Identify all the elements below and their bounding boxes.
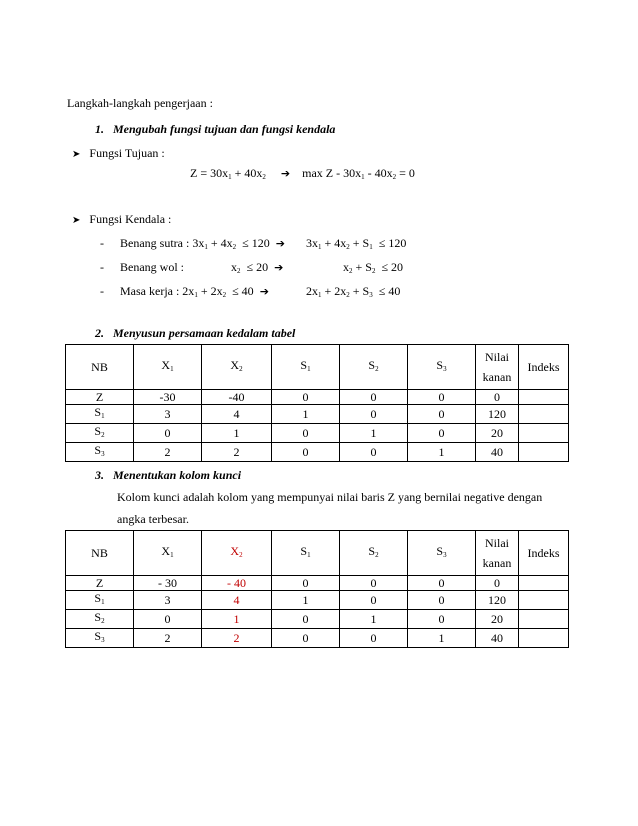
- cell-x2: 4: [202, 405, 272, 424]
- dash: -: [100, 236, 104, 250]
- header-nb: NB: [66, 531, 134, 576]
- cell-nilai-kanan: 0: [476, 576, 519, 591]
- cell-indeks: [519, 424, 569, 443]
- table-header-row: [66, 531, 569, 576]
- cell-nb: $S_1$: [66, 405, 134, 424]
- sub-2: 2: [346, 243, 350, 251]
- constraint-rel: ≤ 20: [246, 260, 269, 274]
- cell-x1: 3: [134, 405, 202, 424]
- header-s2: $S_2$: [340, 531, 408, 576]
- cell-x1: 0: [134, 610, 202, 629]
- sub-1: 1: [318, 291, 322, 299]
- cell-x1: 3: [134, 591, 202, 610]
- step3-desc-line1: Kolom kunci adalah kolom yang mempunyai nilai baris Z yang bernilai negative dengan: [117, 490, 543, 504]
- rhs-a: 3x: [306, 236, 318, 250]
- cell-s3: 0: [408, 591, 476, 610]
- header-x2-key-column: $X_2$: [202, 531, 272, 576]
- max-part-c: = 0: [396, 166, 415, 180]
- cell-s1: 0: [272, 443, 340, 462]
- intro-text: Langkah-langkah pengerjaan :: [67, 96, 213, 110]
- header-x1: $X_1$: [134, 345, 202, 390]
- table-header-row: [66, 345, 569, 390]
- header-s1: $S_1$: [272, 531, 340, 576]
- header-s1: $S_1$: [272, 345, 340, 390]
- cell-x1: 2: [134, 443, 202, 462]
- cell-s3: 0: [408, 610, 476, 629]
- table-row: [66, 424, 569, 443]
- rhs-c: + S: [349, 284, 370, 298]
- cell-nilai-kanan: 20: [476, 424, 519, 443]
- header-x2: $X_2$: [202, 345, 272, 390]
- constraint-wol-rhs: [343, 260, 403, 275]
- step1-number: 1.: [95, 122, 104, 136]
- table-row: [66, 629, 569, 648]
- max-part-b: - 40x: [364, 166, 393, 180]
- sub-1: 1: [361, 173, 365, 181]
- sub-2: 2: [349, 267, 353, 275]
- table-row: [66, 390, 569, 405]
- sub-3: 3: [369, 291, 373, 299]
- fungsi-tujuan-equation: [190, 166, 415, 181]
- cell-s3: 0: [408, 424, 476, 443]
- rhs-a: x: [343, 260, 349, 274]
- cell-nilai-kanan: 120: [476, 591, 519, 610]
- cell-x2: -40: [202, 390, 272, 405]
- right-arrow-icon: ➔: [275, 237, 285, 250]
- table-row: [66, 576, 569, 591]
- cell-nb: $S_1$: [66, 591, 134, 610]
- constraint-rel: ≤ 40: [232, 284, 254, 298]
- step2-heading: [95, 326, 295, 341]
- header-s3: $S_3$: [408, 345, 476, 390]
- step1-heading: [95, 122, 335, 137]
- rhs-c: ≤ 20: [381, 260, 404, 274]
- cell-nilai-kanan: 20: [476, 610, 519, 629]
- cell-x2: 1: [202, 424, 272, 443]
- cell-indeks: [519, 390, 569, 405]
- cell-s2: 0: [340, 576, 408, 591]
- constraint-name: Benang wol :: [120, 260, 184, 274]
- constraint-rel: ≤ 120: [242, 236, 270, 250]
- step2-number: 2.: [95, 326, 104, 340]
- cell-nb: Z: [66, 390, 134, 405]
- header-x1: $X_1$: [134, 531, 202, 576]
- rhs-c: + S: [349, 236, 370, 250]
- header-nilai-kanan: Nilai kanan: [476, 531, 519, 576]
- cell-s2: 0: [340, 405, 408, 424]
- cell-s2: 0: [340, 443, 408, 462]
- sub-1: 1: [194, 291, 198, 299]
- constraint-name: Masa kerja : 2x: [120, 284, 195, 298]
- cell-s1: 1: [272, 405, 340, 424]
- cell-s3: 0: [408, 390, 476, 405]
- bullet-arrow-icon: ➤: [72, 149, 81, 160]
- constraint-masa-rhs: [306, 284, 400, 299]
- step3-title: Menentukan kolom kunci: [113, 468, 242, 482]
- header-indeks: Indeks: [519, 531, 569, 576]
- rhs-b: + S: [352, 260, 372, 274]
- header-indeks: Indeks: [519, 345, 569, 390]
- constraint-mid: + 2x: [197, 284, 223, 298]
- cell-x2: 1: [202, 610, 272, 629]
- cell-nb: $S_2$: [66, 610, 134, 629]
- constraint-mid: + 4x: [207, 236, 233, 250]
- header-nilai-kanan: Nilai kanan: [476, 345, 519, 390]
- right-arrow-icon: ➔: [274, 261, 284, 274]
- constraint-name: Benang sutra : 3x: [120, 236, 205, 250]
- sub-2: 2: [371, 267, 376, 275]
- constraint-wol-name: [120, 260, 184, 275]
- eq-part-a: Z = 30x: [190, 166, 229, 180]
- rhs-d: ≤ 120: [378, 236, 407, 250]
- cell-s3: 1: [408, 629, 476, 648]
- cell-x1: 2: [134, 629, 202, 648]
- cell-nb: Z: [66, 576, 134, 591]
- step3-desc-line2: angka terbesar.: [117, 512, 189, 526]
- rhs-a: 2x: [306, 284, 318, 298]
- sub-1: 1: [228, 173, 232, 181]
- constraint-mid: x: [231, 260, 237, 274]
- header-s2: $S_2$: [340, 345, 408, 390]
- sub-2: 2: [237, 267, 241, 275]
- cell-s1: 0: [272, 629, 340, 648]
- step2-title: Menyusun persamaan kedalam tabel: [113, 326, 296, 340]
- cell-nb: $S_2$: [66, 424, 134, 443]
- dash: -: [100, 260, 104, 274]
- cell-x2: 2: [202, 443, 272, 462]
- cell-x2: - 40: [202, 576, 272, 591]
- cell-s2: 1: [340, 424, 408, 443]
- constraint-masa-lhs: [120, 284, 269, 299]
- cell-nilai-kanan: 120: [476, 405, 519, 424]
- cell-x2: 2: [202, 629, 272, 648]
- right-arrow-icon: ➔: [280, 167, 291, 180]
- sub-1: 1: [204, 243, 208, 251]
- cell-s2: 0: [340, 591, 408, 610]
- cell-s2: 1: [340, 610, 408, 629]
- cell-indeks: [519, 610, 569, 629]
- cell-nilai-kanan: 40: [476, 629, 519, 648]
- cell-nilai-kanan: 0: [476, 390, 519, 405]
- rhs-b: + 4x: [321, 236, 347, 250]
- header-s3: $S_3$: [408, 531, 476, 576]
- dash: -: [100, 284, 104, 298]
- cell-s1: 0: [272, 576, 340, 591]
- simplex-table-2: [65, 530, 569, 648]
- cell-s1: 0: [272, 610, 340, 629]
- cell-x2: 4: [202, 591, 272, 610]
- cell-s1: 1: [272, 591, 340, 610]
- constraint-wol-lhs: [231, 260, 283, 275]
- rhs-b: + 2x: [321, 284, 347, 298]
- cell-s2: 0: [340, 629, 408, 648]
- step3-heading: [95, 468, 241, 483]
- cell-indeks: [519, 576, 569, 591]
- cell-indeks: [519, 629, 569, 648]
- table-row: [66, 443, 569, 462]
- cell-s3: 0: [408, 576, 476, 591]
- constraint-row-sutra: [100, 236, 104, 251]
- sub-2: 2: [262, 173, 266, 181]
- sub-2: 2: [222, 291, 227, 299]
- constraint-sutra-lhs: [120, 236, 285, 251]
- sub-2: 2: [392, 173, 397, 181]
- header-nb: NB: [66, 345, 134, 390]
- cell-s1: 0: [272, 390, 340, 405]
- constraint-row-wol: [100, 260, 104, 275]
- cell-x1: 0: [134, 424, 202, 443]
- right-arrow-icon: ➔: [259, 285, 269, 298]
- max-part-a: max Z - 30x: [302, 166, 362, 180]
- cell-s2: 0: [340, 390, 408, 405]
- cell-s1: 0: [272, 424, 340, 443]
- table-row: [66, 591, 569, 610]
- cell-indeks: [519, 443, 569, 462]
- table-row: [66, 405, 569, 424]
- table-row: [66, 610, 569, 629]
- cell-x1: - 30: [134, 576, 202, 591]
- simplex-table-1: [65, 344, 569, 462]
- fungsi-tujuan-label: [72, 146, 165, 161]
- fungsi-kendala-label: [72, 212, 171, 227]
- sub-1: 1: [318, 243, 322, 251]
- cell-s3: 0: [408, 405, 476, 424]
- bullet-arrow-icon: ➤: [72, 215, 81, 226]
- cell-nilai-kanan: 40: [476, 443, 519, 462]
- step3-number: 3.: [95, 468, 104, 482]
- cell-s3: 1: [408, 443, 476, 462]
- rhs-d: ≤ 40: [378, 284, 401, 298]
- cell-indeks: [519, 591, 569, 610]
- constraint-row-masa: [100, 284, 104, 299]
- eq-part-b: + 40x: [231, 166, 263, 180]
- cell-indeks: [519, 405, 569, 424]
- fungsi-kendala-text: Fungsi Kendala :: [89, 212, 172, 226]
- sub-1: 1: [369, 243, 373, 251]
- cell-x1: -30: [134, 390, 202, 405]
- sub-2: 2: [232, 243, 237, 251]
- cell-nb: $S_3$: [66, 629, 134, 648]
- fungsi-tujuan-text: Fungsi Tujuan :: [89, 146, 165, 160]
- cell-nb: $S_3$: [66, 443, 134, 462]
- sub-2: 2: [346, 291, 350, 299]
- constraint-sutra-rhs: [306, 236, 406, 251]
- step1-title: Mengubah fungsi tujuan dan fungsi kendala: [113, 122, 336, 136]
